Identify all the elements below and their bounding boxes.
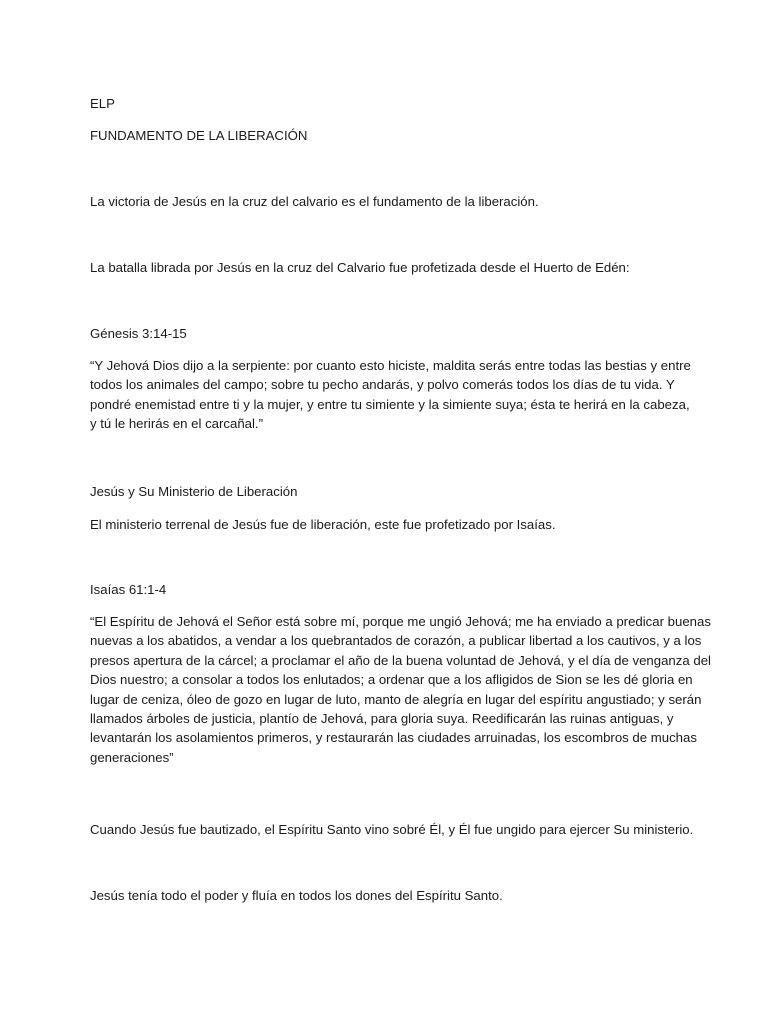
quote-line: “Y Jehová Dios dijo a la serpiente: por cuanto esto hiciste, maldita serás entre todas las bestias y entre xyxy=(90,358,691,373)
quote-isaias xyxy=(90,612,711,767)
quote-genesis xyxy=(90,356,690,434)
quote-line: nuevas a los abatidos, a vendar a los quebrantados de corazón, a publicar libertad a los cautivos, y a los xyxy=(90,633,702,649)
quote-line: llamados árboles de justicia, plantío de Jehová, para gloria suya. Reedificarán las ruinas antiguas, y xyxy=(90,711,674,727)
scripture-reference-genesis: Génesis 3:14-15 xyxy=(90,326,187,341)
paragraph-victoria: La victoria de Jesús en la cruz del calvario es el fundamento de la liberación. xyxy=(90,194,539,209)
section-heading-ministerio: Jesús y Su Ministerio de Liberación xyxy=(90,484,298,499)
paragraph-poder: Jesús tenía todo el poder y fluía en todos los dones del Espíritu Santo. xyxy=(90,888,503,903)
quote-line: generaciones” xyxy=(90,749,174,765)
quote-line: todos los animales del campo; sobre tu pecho andarás, y polvo comerás todos los días de tu vida. Y xyxy=(90,377,675,393)
paragraph-bautismo: Cuando Jesús fue bautizado, el Espíritu Santo vino sobré Él, y Él fue ungido para ejercer Su ministerio. xyxy=(90,822,694,837)
scripture-reference-isaias: Isaías 61:1-4 xyxy=(90,582,167,597)
document-title: FUNDAMENTO DE LA LIBERACIÓN xyxy=(90,128,308,143)
quote-line: y tú le herirás en el carcañal.” xyxy=(90,416,263,432)
quote-line: presos apertura de la cárcel; a proclamar el año de la buena voluntad de Jehová, y el día de venganza del xyxy=(90,652,711,668)
paragraph-ministerio: El ministerio terrenal de Jesús fue de liberación, este fue profetizado por Isaías. xyxy=(90,517,556,532)
quote-line: pondré enemistad entre ti y la mujer, y entre tu simiente y la simiente suya; ésta te herirá en la cabeza, xyxy=(90,396,690,412)
quote-line: levantarán los asolamientos primeros, y restaurarán las ciudades arruinadas, los escombros de muchas xyxy=(90,730,697,746)
paragraph-batalla: La batalla librada por Jesús en la cruz del Calvario fue profetizada desde el Huerto de Edén: xyxy=(90,260,630,275)
quote-line: lugar de ceniza, óleo de gozo en lugar de luto, manto de alegría en lugar del espíritu angustiado; y serán xyxy=(90,691,702,707)
quote-line: “El Espíritu de Jehová el Señor está sobre mí, porque me ungió Jehová; me ha enviado a predicar buenas xyxy=(90,614,711,629)
quote-line: Dios nuestro; a consolar a todos los enlutados; a ordenar que a los afligidos de Sion se les dé gloria en xyxy=(90,672,693,688)
document-header: ELP xyxy=(90,96,115,111)
